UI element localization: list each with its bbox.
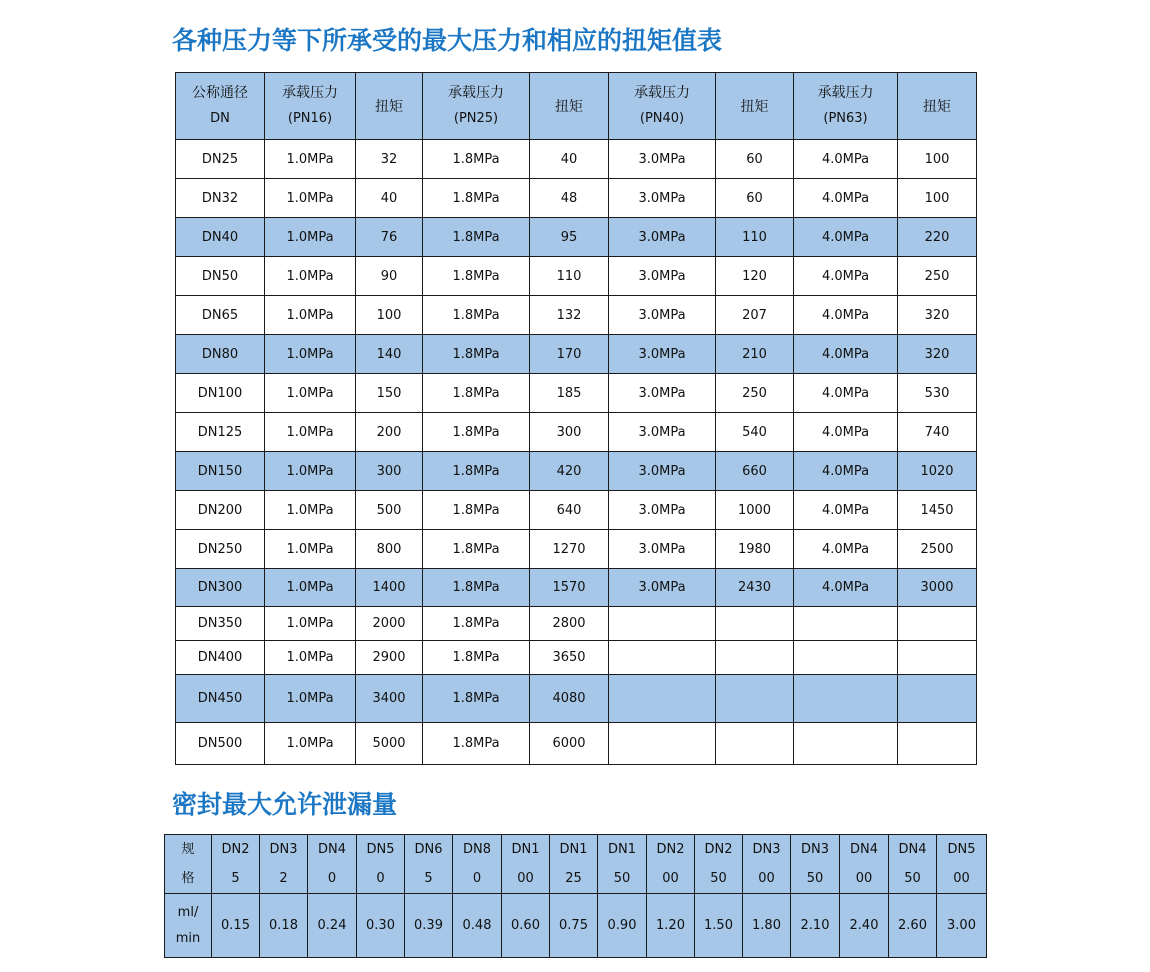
leak-table-title: 密封最大允许泄漏量 xyxy=(172,790,398,819)
table-cell: 48 xyxy=(530,179,609,218)
table-cell: 3.0MPa xyxy=(609,530,716,569)
table-cell xyxy=(609,723,716,765)
size-cell xyxy=(502,835,550,894)
size-l1: DN2 xyxy=(221,842,250,857)
table-cell: 300 xyxy=(356,452,423,491)
table-cell: DN80 xyxy=(176,335,265,374)
table-row xyxy=(176,607,977,641)
table-cell: 1.0MPa xyxy=(265,218,356,257)
table-cell xyxy=(716,641,794,675)
table-cell: 170 xyxy=(530,335,609,374)
table-cell xyxy=(794,607,898,641)
size-label-l1: 规 xyxy=(181,842,195,857)
size-l1: DN4 xyxy=(898,842,927,857)
table-cell: 95 xyxy=(530,218,609,257)
leak-value-cell: 2.60 xyxy=(889,894,937,958)
leak-value-cell: 0.30 xyxy=(357,894,405,958)
table-cell: 6000 xyxy=(530,723,609,765)
table-cell: 40 xyxy=(530,140,609,179)
table-cell: 100 xyxy=(898,179,977,218)
table-cell: DN25 xyxy=(176,140,265,179)
leak-value-cell: 0.48 xyxy=(453,894,502,958)
table-row xyxy=(176,140,977,179)
table-row xyxy=(176,179,977,218)
table-cell: 1.8MPa xyxy=(423,218,530,257)
leak-value-cell: 0.39 xyxy=(405,894,453,958)
table-cell: 4.0MPa xyxy=(794,374,898,413)
header-label-line1: 承载压力 xyxy=(634,85,690,101)
table-cell: 1.0MPa xyxy=(265,374,356,413)
table-cell: 3.0MPa xyxy=(609,413,716,452)
table-row xyxy=(176,569,977,607)
size-l1: DN6 xyxy=(414,842,443,857)
table-cell: 100 xyxy=(898,140,977,179)
table-cell: 640 xyxy=(530,491,609,530)
table-cell: 320 xyxy=(898,296,977,335)
size-l2: 00 xyxy=(855,871,873,886)
size-cell xyxy=(743,835,791,894)
table-cell: 1.8MPa xyxy=(423,257,530,296)
table-cell: 4.0MPa xyxy=(794,296,898,335)
table-row xyxy=(176,413,977,452)
table-cell: 90 xyxy=(356,257,423,296)
leak-value-cell: 1.50 xyxy=(695,894,743,958)
table-cell: 32 xyxy=(356,140,423,179)
size-l2: 50 xyxy=(806,871,824,886)
table-cell: 3.0MPa xyxy=(609,374,716,413)
table-cell: 1.8MPa xyxy=(423,296,530,335)
table-cell: 1270 xyxy=(530,530,609,569)
table-cell: 1.8MPa xyxy=(423,179,530,218)
size-l1: DN3 xyxy=(800,842,829,857)
size-l2: 50 xyxy=(710,871,727,886)
table-cell xyxy=(898,675,977,723)
leak-value-cell: 0.75 xyxy=(550,894,598,958)
table-cell: 1.0MPa xyxy=(265,140,356,179)
size-cell xyxy=(695,835,743,894)
table-row xyxy=(176,335,977,374)
header-cell xyxy=(898,73,977,140)
leakage-table xyxy=(164,834,987,958)
header-label-line1: 承载压力 xyxy=(817,85,874,101)
table-cell xyxy=(898,723,977,765)
table-cell: DN500 xyxy=(176,723,265,765)
table-row xyxy=(176,723,977,765)
table-cell: 1.8MPa xyxy=(423,140,530,179)
leak-value-cell: 0.18 xyxy=(260,894,308,958)
table-cell: 1020 xyxy=(898,452,977,491)
header-label-line2: DN xyxy=(210,111,230,126)
table-row xyxy=(176,530,977,569)
table-cell: DN50 xyxy=(176,257,265,296)
size-l1: DN1 xyxy=(559,842,588,857)
table-cell xyxy=(898,607,977,641)
size-cell xyxy=(405,835,453,894)
size-cell xyxy=(308,835,357,894)
table-cell: 1.0MPa xyxy=(265,335,356,374)
table-cell: 140 xyxy=(356,335,423,374)
table-row xyxy=(176,452,977,491)
table-cell: 740 xyxy=(898,413,977,452)
table-cell: 3.0MPa xyxy=(609,140,716,179)
header-label-line2: (PN25) xyxy=(453,111,499,126)
unit-label-l2: min xyxy=(175,930,201,946)
table-cell: DN125 xyxy=(176,413,265,452)
table-cell: 2000 xyxy=(356,607,423,641)
table-cell: 207 xyxy=(716,296,794,335)
size-l1: DN1 xyxy=(607,842,636,857)
table-cell: DN65 xyxy=(176,296,265,335)
table-cell: 540 xyxy=(716,413,794,452)
table-cell: 4.0MPa xyxy=(794,530,898,569)
table-cell: 210 xyxy=(716,335,794,374)
header-label-line2: (PN63) xyxy=(823,111,868,126)
header-label-line1: 承载压力 xyxy=(448,85,504,101)
header-cell xyxy=(423,73,530,140)
size-l2: 0 xyxy=(472,871,482,886)
torque-table xyxy=(175,72,977,765)
header-label: 扭矩 xyxy=(740,99,769,115)
table-cell: 1.8MPa xyxy=(423,569,530,607)
table-cell xyxy=(716,723,794,765)
header-cell xyxy=(794,73,898,140)
size-l2: 00 xyxy=(758,871,775,886)
table-row xyxy=(176,675,977,723)
table-cell xyxy=(716,607,794,641)
table-cell: 185 xyxy=(530,374,609,413)
leak-value-cell: 0.24 xyxy=(308,894,357,958)
table-cell: 1.0MPa xyxy=(265,179,356,218)
table-cell: 1.0MPa xyxy=(265,723,356,765)
table-cell: 2800 xyxy=(530,607,609,641)
table-cell: 3.0MPa xyxy=(609,218,716,257)
table-cell: 1.8MPa xyxy=(423,723,530,765)
leak-value-cell: 1.20 xyxy=(647,894,695,958)
table-cell: 1000 xyxy=(716,491,794,530)
size-l2: 50 xyxy=(613,871,631,886)
table-cell: 250 xyxy=(898,257,977,296)
table-cell: 1.8MPa xyxy=(423,491,530,530)
size-l2: 00 xyxy=(517,871,534,886)
table-cell: 1.0MPa xyxy=(265,569,356,607)
table-row xyxy=(176,641,977,675)
size-l2: 00 xyxy=(953,871,970,886)
size-l1: DN3 xyxy=(269,842,298,857)
table-cell: 2500 xyxy=(898,530,977,569)
leak-value-cell: 0.60 xyxy=(502,894,550,958)
leak-value-cell: 2.10 xyxy=(791,894,840,958)
table-cell: 1.0MPa xyxy=(265,641,356,675)
table-cell: 110 xyxy=(716,218,794,257)
header-cell xyxy=(609,73,716,140)
leak-value-row xyxy=(165,894,987,958)
table-cell: 1.8MPa xyxy=(423,675,530,723)
table-cell: 100 xyxy=(356,296,423,335)
size-l2: 50 xyxy=(904,871,921,886)
table-cell: 3000 xyxy=(898,569,977,607)
table-cell xyxy=(898,641,977,675)
table-cell: 4.0MPa xyxy=(794,257,898,296)
size-l1: DN3 xyxy=(752,842,781,857)
table-cell: 4.0MPa xyxy=(794,140,898,179)
table-cell: 250 xyxy=(716,374,794,413)
table-cell: 76 xyxy=(356,218,423,257)
table-cell: 1.0MPa xyxy=(265,675,356,723)
size-cell xyxy=(598,835,647,894)
size-l2: 0 xyxy=(376,871,385,886)
table-cell: 110 xyxy=(530,257,609,296)
table-cell: 3.0MPa xyxy=(609,452,716,491)
size-l1: DN4 xyxy=(317,842,346,857)
header-cell xyxy=(716,73,794,140)
table-cell: 4.0MPa xyxy=(794,218,898,257)
table-cell: 3.0MPa xyxy=(609,179,716,218)
size-l2: 5 xyxy=(231,871,240,886)
header-label-line1: 公称通径 xyxy=(192,85,248,101)
table-row xyxy=(176,257,977,296)
leak-value-cell: 1.80 xyxy=(743,894,791,958)
size-l2: 00 xyxy=(662,871,679,886)
table-cell: 1.0MPa xyxy=(265,530,356,569)
table-cell: 4.0MPa xyxy=(794,413,898,452)
table-cell: 1.0MPa xyxy=(265,491,356,530)
table-cell: DN450 xyxy=(176,675,265,723)
table-cell: 1.8MPa xyxy=(423,607,530,641)
size-cell xyxy=(840,835,889,894)
table-cell: 4.0MPa xyxy=(794,491,898,530)
table-cell xyxy=(609,641,716,675)
size-l2: 0 xyxy=(327,871,337,886)
table-cell: DN32 xyxy=(176,179,265,218)
table-cell: 420 xyxy=(530,452,609,491)
table-cell: 3.0MPa xyxy=(609,335,716,374)
table-cell: 4.0MPa xyxy=(794,179,898,218)
table-cell: 320 xyxy=(898,335,977,374)
table-cell xyxy=(609,607,716,641)
header-cell xyxy=(356,73,423,140)
table-cell: 3400 xyxy=(356,675,423,723)
table-row xyxy=(176,374,977,413)
table-cell: 3.0MPa xyxy=(609,257,716,296)
header-label-line2: (PN40) xyxy=(639,111,685,126)
table-cell: 1.8MPa xyxy=(423,413,530,452)
size-label-l2: 格 xyxy=(181,871,195,886)
size-cell xyxy=(937,835,987,894)
table-cell xyxy=(794,675,898,723)
size-cell xyxy=(212,835,260,894)
table-cell: DN400 xyxy=(176,641,265,675)
size-l1: DN5 xyxy=(366,842,395,857)
table-cell: 300 xyxy=(530,413,609,452)
size-cell xyxy=(550,835,598,894)
table-cell: 4.0MPa xyxy=(794,569,898,607)
size-label-cell xyxy=(165,835,212,894)
leak-value-cell: 0.15 xyxy=(212,894,260,958)
table-cell: 1.8MPa xyxy=(423,641,530,675)
table-cell: 1980 xyxy=(716,530,794,569)
table-cell: 4080 xyxy=(530,675,609,723)
table-cell: 3.0MPa xyxy=(609,296,716,335)
size-l2: 25 xyxy=(565,871,582,886)
header-cell xyxy=(176,73,265,140)
size-cell xyxy=(791,835,840,894)
table-cell: DN300 xyxy=(176,569,265,607)
table-cell: DN200 xyxy=(176,491,265,530)
size-cell xyxy=(647,835,695,894)
table-cell: 60 xyxy=(716,140,794,179)
table-cell: 1.0MPa xyxy=(265,452,356,491)
table-cell: 60 xyxy=(716,179,794,218)
table-cell: 1.8MPa xyxy=(423,335,530,374)
table-cell: DN100 xyxy=(176,374,265,413)
header-cell xyxy=(265,73,356,140)
table-cell: 1.8MPa xyxy=(423,374,530,413)
table-cell xyxy=(794,723,898,765)
size-l1: DN4 xyxy=(849,842,878,857)
size-cell xyxy=(357,835,405,894)
table-cell xyxy=(609,675,716,723)
table-cell: 40 xyxy=(356,179,423,218)
size-l1: DN2 xyxy=(656,842,685,857)
table-cell: 132 xyxy=(530,296,609,335)
header-label: 扭矩 xyxy=(923,99,951,115)
header-label-line1: 承载压力 xyxy=(282,85,338,101)
table-cell: 1.0MPa xyxy=(265,296,356,335)
table-cell: 2900 xyxy=(356,641,423,675)
table-cell xyxy=(716,675,794,723)
torque-table-header-row xyxy=(176,73,977,140)
table-cell: 1.8MPa xyxy=(423,452,530,491)
header-label-line2: (PN16) xyxy=(287,111,333,126)
size-l1: DN5 xyxy=(947,842,976,857)
table-cell: 1570 xyxy=(530,569,609,607)
table-cell: 200 xyxy=(356,413,423,452)
table-row xyxy=(176,218,977,257)
table-cell: DN40 xyxy=(176,218,265,257)
header-cell xyxy=(530,73,609,140)
header-label: 扭矩 xyxy=(555,99,583,115)
table-row xyxy=(176,296,977,335)
table-cell: 3650 xyxy=(530,641,609,675)
table-cell: 3.0MPa xyxy=(609,491,716,530)
table-cell: 1.0MPa xyxy=(265,607,356,641)
leak-value-cell: 0.90 xyxy=(598,894,647,958)
table-cell: 3.0MPa xyxy=(609,569,716,607)
size-cell xyxy=(889,835,937,894)
unit-label-l1: ml/ xyxy=(177,904,199,920)
unit-label-cell xyxy=(165,894,212,958)
size-cell xyxy=(453,835,502,894)
size-l1: DN2 xyxy=(704,842,733,857)
leak-size-row xyxy=(165,835,987,894)
table-cell: DN150 xyxy=(176,452,265,491)
table-cell: 1.0MPa xyxy=(265,257,356,296)
table-cell: DN350 xyxy=(176,607,265,641)
table-cell xyxy=(794,641,898,675)
torque-table-title: 各种压力等下所承受的最大压力和相应的扭矩值表 xyxy=(172,26,723,55)
table-cell: 220 xyxy=(898,218,977,257)
table-cell: 1400 xyxy=(356,569,423,607)
table-cell: 1450 xyxy=(898,491,977,530)
table-cell: 660 xyxy=(716,452,794,491)
table-cell: 1.8MPa xyxy=(423,530,530,569)
leak-value-cell: 3.00 xyxy=(937,894,987,958)
size-l2: 2 xyxy=(279,871,288,886)
table-cell: 500 xyxy=(356,491,423,530)
table-cell: 2430 xyxy=(716,569,794,607)
table-cell: 5000 xyxy=(356,723,423,765)
header-label: 扭矩 xyxy=(375,99,403,115)
table-cell: DN250 xyxy=(176,530,265,569)
size-cell xyxy=(260,835,308,894)
size-l1: DN1 xyxy=(511,842,540,857)
size-l2: 5 xyxy=(424,871,433,886)
table-cell: 530 xyxy=(898,374,977,413)
table-cell: 1.0MPa xyxy=(265,413,356,452)
leak-value-cell: 2.40 xyxy=(840,894,889,958)
table-cell: 4.0MPa xyxy=(794,452,898,491)
table-cell: 150 xyxy=(356,374,423,413)
size-l1: DN8 xyxy=(462,842,491,857)
table-cell: 800 xyxy=(356,530,423,569)
table-cell: 120 xyxy=(716,257,794,296)
table-cell: 4.0MPa xyxy=(794,335,898,374)
table-row xyxy=(176,491,977,530)
